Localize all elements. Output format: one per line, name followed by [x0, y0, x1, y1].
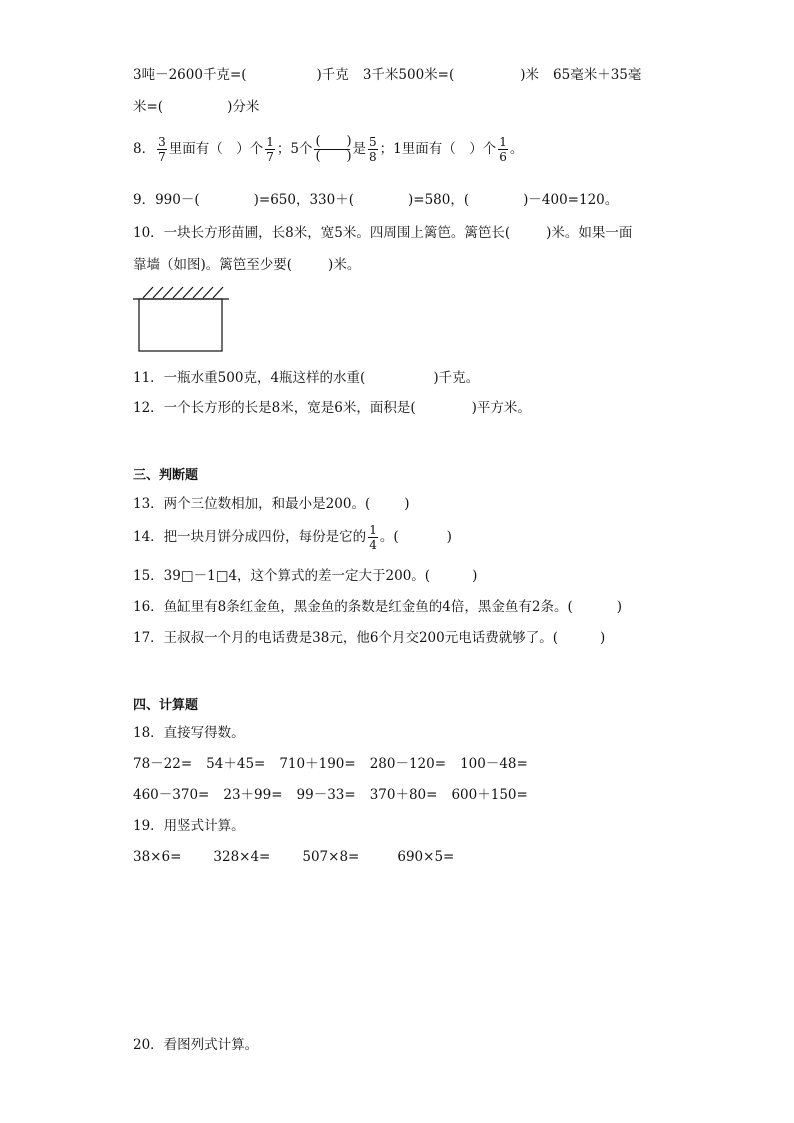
wall-hatch: [163, 287, 173, 298]
q8-fraction-3-7: $\frac{3}{7}$: [158, 135, 166, 164]
vertical-calc-item: 38×6=: [133, 849, 182, 865]
question-19: 19．用竖式计算。: [133, 818, 245, 834]
vertical-calc-item: 690×5=: [397, 849, 455, 865]
q16-close: ): [616, 599, 622, 615]
calc-item: 99－33=: [296, 787, 356, 803]
q16-text: 16．鱼缸里有8条红金鱼，黑金鱼的条数是红金鱼的4倍，黑金鱼有2条。(: [133, 599, 573, 615]
q8-text-3: 是: [352, 141, 366, 157]
calc-item: 460－370=: [133, 787, 210, 803]
q7-line-2: [133, 98, 259, 116]
question-14: [133, 522, 452, 552]
q18-row-1: [133, 755, 528, 773]
q8-fraction-5-8: $\frac{5}{8}$: [368, 135, 377, 164]
calc-item: 370＋80=: [369, 787, 438, 803]
vertical-calc-item: 507×8=: [302, 849, 360, 865]
q17-text: 17．王叔叔一个月的电话费是38元，他6个月交200元电话费就够了。(: [133, 630, 558, 646]
q12-text-a: 12．一个长方形的长是8米，宽是6米，面积是(: [133, 400, 416, 416]
section-3-heading: 三、判断题: [133, 468, 199, 483]
q14-fraction-1-4: $\frac{1}{4}$: [369, 523, 377, 552]
question-17: [133, 629, 605, 647]
q14-text: 14．把一块月饼分成四份，每份是它的: [133, 529, 367, 545]
wall-hatch: [193, 287, 203, 298]
question-16: [133, 598, 622, 616]
calc-item: 100－48=: [460, 756, 528, 772]
q7-a-unit: )千克: [316, 67, 349, 83]
q19-row: [133, 848, 454, 866]
question-9: [133, 191, 618, 209]
q14-close: ): [446, 529, 452, 545]
wall-hatch: [203, 287, 213, 298]
calc-item: 280－120=: [369, 756, 447, 772]
q12-text-b: )平方米。: [471, 400, 531, 416]
q7-a-text: 3吨－2600千克=(: [133, 67, 247, 83]
question-20: 20．看图列式计算。: [133, 1037, 259, 1053]
wall-rectangle-figure: [133, 284, 233, 354]
question-10-line-1: [133, 224, 632, 242]
q10-text-a: 10．一块长方形苗圃，长8米，宽5米。四周围上篱笆。篱笆长(: [133, 225, 511, 241]
q7-c2-text: 米=(: [133, 99, 164, 115]
garden-rectangle: [139, 299, 222, 351]
q7-b-text: 3千米500米=(: [362, 67, 455, 83]
q18-row-2: [133, 786, 528, 804]
q7-c-unit: )分米: [227, 99, 260, 115]
q7-line-1: [133, 66, 641, 84]
calc-item: 710＋190=: [279, 756, 356, 772]
calc-item: 54＋45=: [206, 756, 266, 772]
q9-text-d: )－400=120。: [523, 192, 619, 208]
question-13: [133, 495, 410, 513]
question-11: [133, 369, 479, 387]
question-10-line-2: [133, 256, 360, 274]
section-4-heading: 四、计算题: [133, 698, 199, 713]
calc-item: 23＋99=: [223, 787, 283, 803]
q8-fraction-1-6: $\frac{1}{6}$: [499, 135, 507, 164]
calc-item: 600＋150=: [451, 787, 528, 803]
question-15: [133, 567, 477, 585]
q11-text-b: )千克。: [433, 370, 480, 386]
q13-close: ): [404, 496, 410, 512]
q14-open: 。(: [379, 529, 399, 545]
q7-c-text: 65毫米＋35毫: [553, 67, 642, 83]
q9-text-a: 9．990－(: [133, 192, 200, 208]
wall-hatch: [153, 287, 163, 298]
q8-text-1: 里面有（ ）个: [168, 141, 264, 157]
q9-text-b: )=650，330＋(: [253, 192, 355, 208]
q17-close: ): [599, 630, 606, 646]
q8-fraction-1-7: $\frac{1}{7}$: [266, 135, 274, 164]
wall-hatch: [143, 287, 153, 298]
question-12: [133, 399, 531, 417]
q10-text-c: 靠墙（如图)。篱笆至少要(: [133, 257, 293, 273]
question-8: [133, 134, 523, 164]
q8-number: 8．: [133, 141, 156, 157]
q15-close: ): [472, 568, 478, 584]
vertical-calc-item: 328×4=: [213, 849, 271, 865]
q8-text-4: ；1里面有（ ）个: [379, 141, 497, 157]
q8-text-2: ；5个: [276, 141, 313, 157]
q10-text-b: )米。如果一面: [546, 225, 633, 241]
q13-text: 13．两个三位数相加，和最小是200。(: [133, 496, 371, 512]
question-18: 18．直接写得数。: [133, 725, 245, 741]
q9-text-c: )=580，(: [408, 192, 470, 208]
q8-text-5: 。: [509, 141, 524, 157]
wall-hatch: [173, 287, 183, 298]
q8-fraction-blank[interactable]: $\frac{( )}{( )}$: [315, 134, 352, 164]
wall-hatch: [183, 287, 193, 298]
calc-item: 78－22=: [133, 756, 193, 772]
q15-text: 15．39□－1□4，这个算式的差一定大于200。(: [133, 568, 431, 584]
q11-text-a: 11．一瓶水重500克，4瓶这样的水重(: [133, 370, 366, 386]
wall-hatch: [213, 287, 223, 298]
q10-text-d: )米。: [328, 257, 361, 273]
q7-b-unit: )米: [520, 67, 540, 83]
